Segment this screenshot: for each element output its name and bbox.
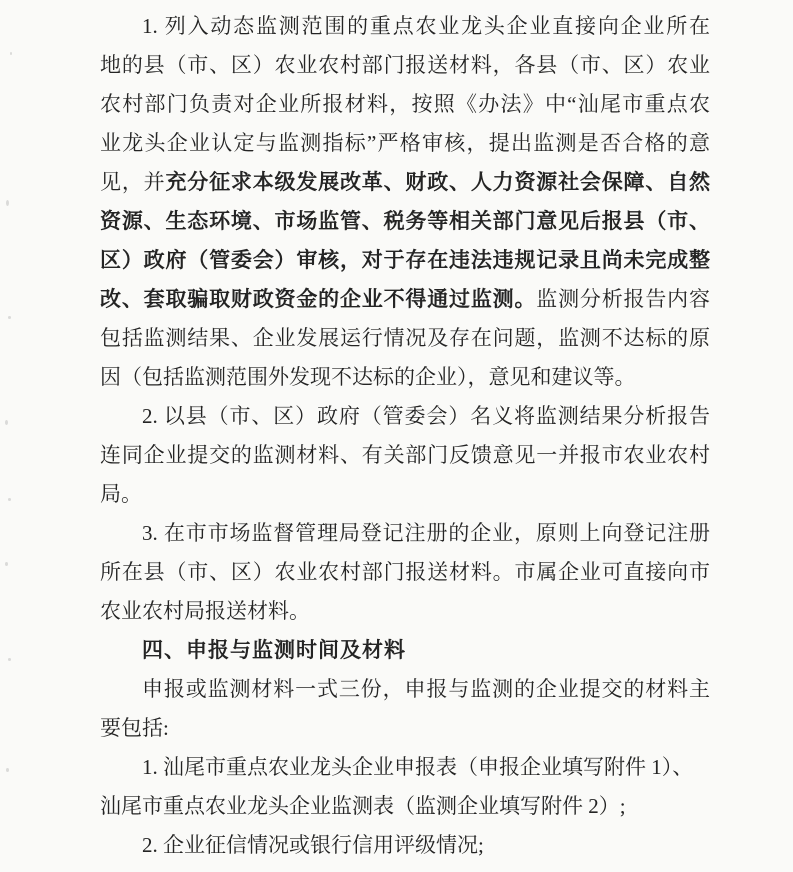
text-line-06: 资源、生态环境、市场监管、税务等相关部门意见后报县（市、	[100, 209, 710, 233]
scan-speck	[6, 768, 9, 772]
text-line-19: 要包括:	[100, 716, 169, 740]
text-line-07: 区）政府（管委会）审核，对于存在违法违规记录且尚未完成整	[100, 248, 710, 272]
text-line-20: 1. 汕尾市重点农业龙头企业申报表（申报企业填写附件 1）、	[142, 755, 694, 779]
text-line-11: 2. 以县（市、区）政府（管委会）名义将监测结果分析报告	[142, 404, 710, 428]
scan-speck	[6, 200, 9, 206]
scan-speck	[5, 420, 8, 425]
scan-speck	[8, 498, 11, 501]
text-line-03: 农村部门负责对企业所报材料，按照《办法》中“汕尾市重点农	[100, 92, 710, 116]
text-line-04: 业龙头企业认定与监测指标”严格审核，提出监测是否合格的意	[100, 131, 710, 155]
regular-segment: 监测分析报告内容	[536, 287, 711, 311]
scan-speck	[10, 52, 12, 55]
text-line-09: 包括监测结果、企业发展运行情况及存在问题，监测不达标的原	[100, 326, 710, 350]
section-heading-4: 四、申报与监测时间及材料	[142, 639, 406, 662]
text-line-14: 3. 在市市场监督管理局登记注册的企业，原则上向登记注册	[142, 521, 710, 545]
text-line-22: 2. 企业征信情况或银行信用评级情况;	[142, 833, 484, 857]
scan-speck	[8, 658, 11, 661]
text-line-01: 1. 列入动态监测范围的重点农业龙头企业直接向企业所在	[142, 14, 710, 38]
bold-emphasis-segment: 充分征求本级发展改革、财政、人力资源社会保障、自然	[165, 170, 711, 194]
text-line-05	[100, 163, 710, 202]
scan-speck	[5, 562, 8, 566]
text-line-12: 连同企业提交的监测材料、有关部门反馈意见一并报市农业农村	[100, 443, 710, 467]
text-line-16: 农业农村局报送材料。	[100, 599, 310, 623]
bold-emphasis-segment: 改、套取骗取财政资金的企业不得通过监测。	[100, 287, 537, 311]
text-line-15: 所在县（市、区）农业农村部门报送材料。市属企业可直接向市	[100, 560, 710, 584]
text-line-10: 因（包括监测范围外发现不达标的企业），意见和建议等。	[100, 365, 636, 389]
text-line-18: 申报或监测材料一式三份，申报与监测的企业提交的材料主	[142, 677, 710, 701]
document-body	[100, 7, 710, 865]
regular-segment: 见，并	[100, 170, 166, 194]
text-line-21: 汕尾市重点农业龙头企业监测表（监测企业填写附件 2）;	[100, 794, 626, 818]
text-line-08	[100, 280, 710, 319]
scan-speck	[8, 316, 11, 319]
text-line-13: 局。	[100, 482, 142, 506]
text-line-02: 地的县（市、区）农业农村部门报送材料，各县（市、区）农业	[100, 53, 710, 77]
